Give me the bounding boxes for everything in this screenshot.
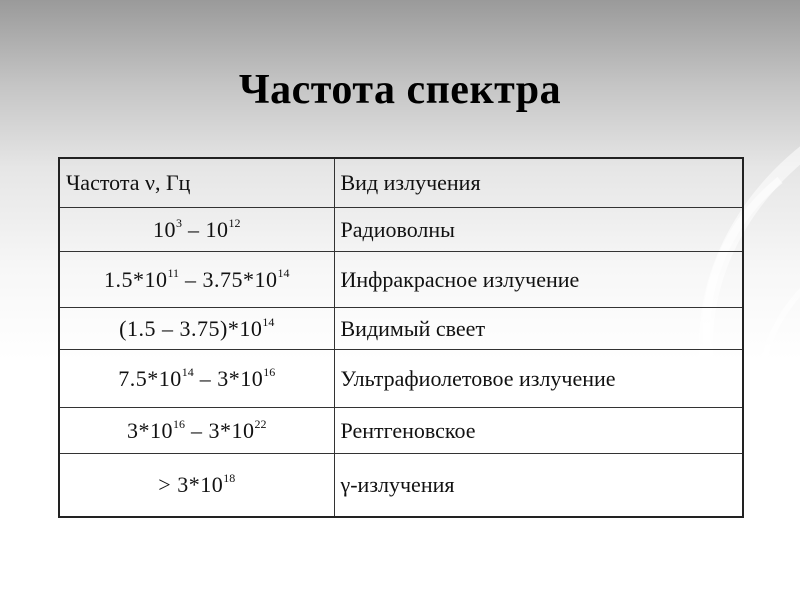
freq-exponent: 18	[223, 471, 236, 486]
freq-text: – 3.75*10	[179, 267, 278, 292]
freq-exponent: 3	[176, 216, 182, 230]
table-row	[59, 308, 743, 350]
radiation-type-cell: Радиоволны	[334, 208, 743, 252]
radiation-type-cell: Ультрафиолетовое излучение	[334, 350, 743, 408]
freq-exponent: 14	[181, 365, 194, 379]
freq-exponent: 11	[167, 266, 180, 280]
freq-text: 3*10	[127, 418, 173, 443]
freq-exponent: 14	[277, 266, 290, 280]
table-row	[59, 208, 743, 252]
frequency-cell	[59, 252, 334, 308]
freq-exponent: 16	[263, 365, 276, 379]
freq-text: 10	[153, 217, 176, 242]
freq-text: – 10	[182, 217, 229, 242]
freq-exponent: 14	[262, 315, 275, 329]
header-radiation-type: Вид излучения	[334, 158, 743, 208]
page-title: Частота спектра	[238, 67, 562, 113]
spectrum-table	[58, 157, 744, 518]
frequency-cell	[59, 454, 334, 517]
radiation-type-cell: γ-излучения	[334, 454, 743, 517]
frequency-cell	[59, 208, 334, 252]
freq-text: 1.5*10	[103, 267, 168, 292]
frequency-cell	[59, 408, 334, 454]
header-frequency: Частота ν, Гц	[59, 158, 334, 208]
table-row	[59, 454, 743, 517]
frequency-cell	[59, 308, 334, 350]
radiation-type-cell: Видимый свеет	[334, 308, 743, 350]
table-row	[59, 350, 743, 408]
table-row	[59, 252, 743, 308]
table-header-row	[59, 158, 743, 208]
frequency-cell	[59, 350, 334, 408]
radiation-type-cell: Инфракрасное излучение	[334, 252, 743, 308]
freq-exponent: 12	[228, 216, 241, 230]
freq-text: – 3*10	[193, 366, 264, 391]
freq-text: > 3*10	[158, 472, 224, 498]
freq-exponent: 16	[173, 417, 185, 431]
freq-text: – 3*10	[185, 418, 255, 443]
freq-text: 7.5*10	[118, 366, 182, 391]
radiation-type-cell: Рентгеновское	[334, 408, 743, 454]
table-row	[59, 408, 743, 454]
freq-text: (1.5 – 3.75)*10	[119, 316, 263, 341]
freq-exponent: 22	[254, 417, 267, 431]
